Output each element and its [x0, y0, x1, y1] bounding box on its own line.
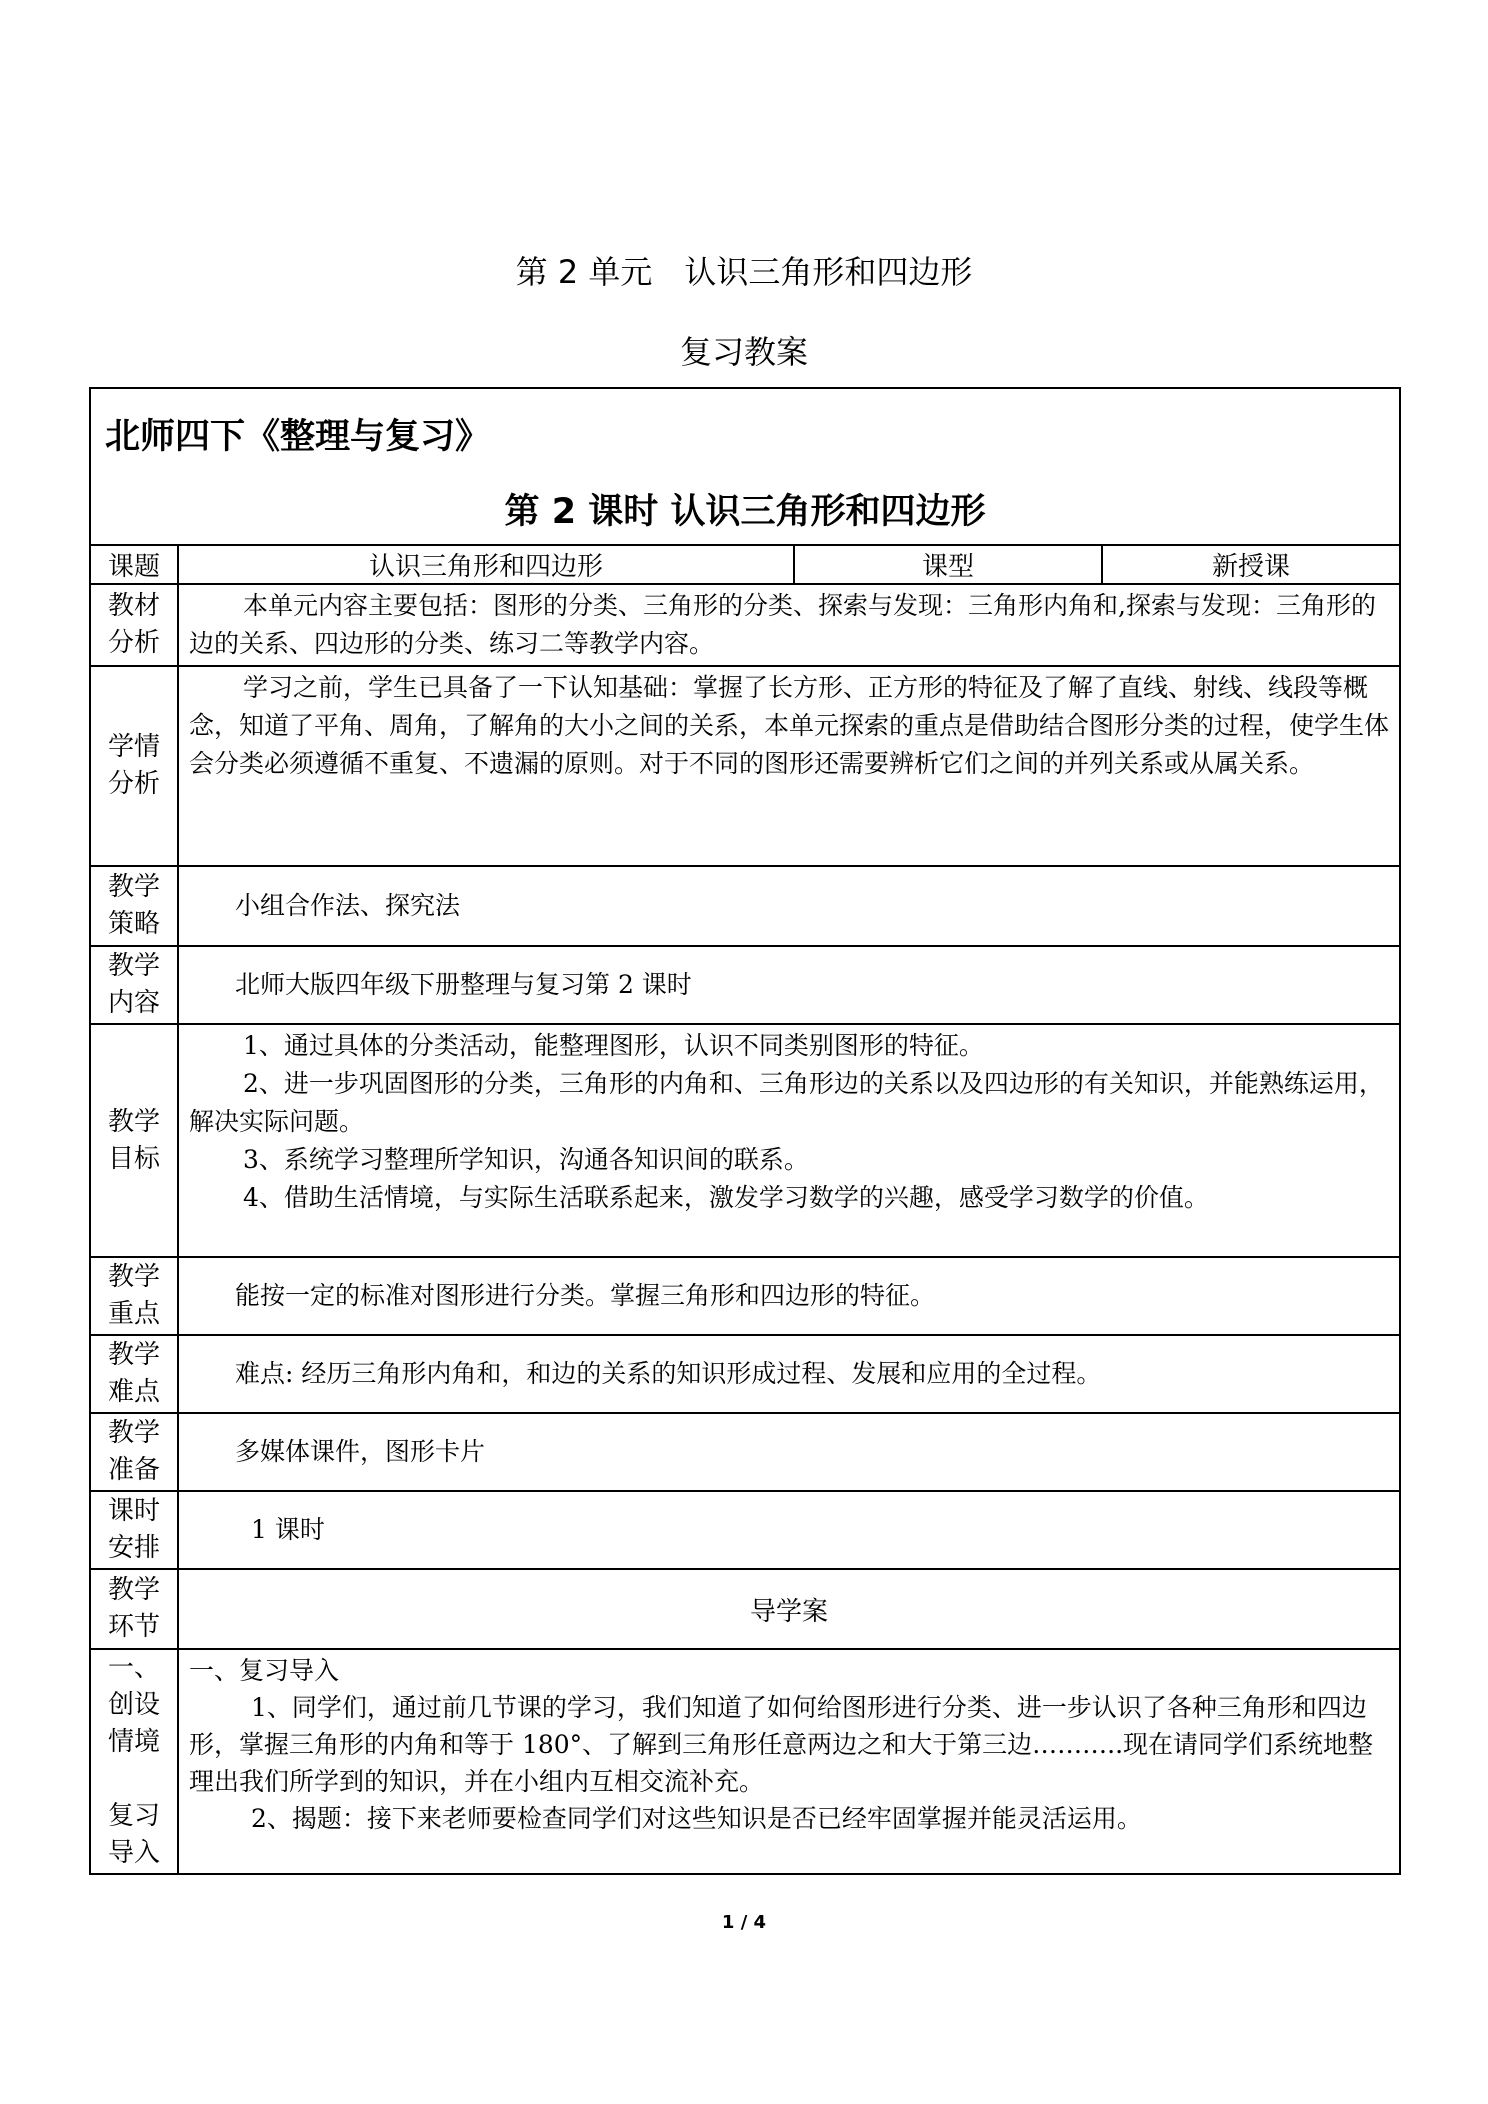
section1-heading: 一、复习导入	[189, 1656, 340, 1685]
key-points-row	[90, 1257, 1400, 1335]
schedule-row	[90, 1491, 1400, 1569]
students-text: 学习之前，学生已具备了一下认知基础：掌握了长方形、正方形的特征及了解了直线、射线、线段等概念，知道了平角、周角，了解角的大小之间的关系，本单元探索的重点是借助结合图形分类的过程，使学生体会分类必须遵循不重复、不遗漏的原则。对于不同的图形还需要辨析它们之间的并列关系或从属关系。	[178, 666, 1400, 866]
lesson-title: 第 2 课时 认识三角形和四边形	[504, 492, 986, 532]
topic-value: 认识三角形和四边形	[178, 545, 794, 584]
goals-row	[90, 1024, 1400, 1257]
students-label: 学情 分析	[90, 666, 178, 866]
goal-item: 1、通过具体的分类活动，能整理图形，认识不同类别图形的特征。	[243, 1031, 984, 1060]
key-points-label: 教学 重点	[90, 1257, 178, 1335]
material-label: 教材 分析	[90, 584, 178, 666]
info-row	[90, 545, 1400, 584]
goal-item: 4、借助生活情境，与实际生活联系起来，激发学习数学的兴趣，感受学习数学的价值。	[243, 1183, 1209, 1212]
topic-label: 课题	[90, 545, 178, 584]
section1-label: 一、 创设 情境 复习 导入	[90, 1649, 178, 1874]
content-row	[90, 946, 1400, 1024]
goals-label: 教学 目标	[90, 1024, 178, 1257]
difficulties-row	[90, 1335, 1400, 1413]
difficulties-text: 难点: 经历三角形内角和，和边的关系的知识形成过程、发展和应用的全过程。	[178, 1335, 1400, 1413]
difficulties-label: 教学 难点	[90, 1335, 178, 1413]
strategy-text: 小组合作法、探究法	[178, 866, 1400, 946]
page-indicator: 1 / 4	[721, 1912, 767, 1933]
goal-item: 2、进一步巩固图形的分类，三角形的内角和、三角形边的关系以及四边形的有关知识，并能熟练运用，解决实际问题。	[189, 1069, 1384, 1136]
steps-label: 教学 环节	[90, 1569, 178, 1649]
section1-text: 一、复习导入 1、同学们，通过前几节课的学习，我们知道了如何给图形进行分类、进一步认识了各种三角形和四边形，掌握三角形的内角和等于 180°、了解到三角形任意两边之和大于第三边………..现在请同学们系统地整理出我们所学到的知识，并在小组内互相交流补充。 2、揭题：接下来老师要检查同学们对这些知识是否已经牢固掌握并能灵活运用。	[178, 1649, 1400, 1874]
content-text: 北师大版四年级下册整理与复习第 2 课时	[178, 946, 1400, 1024]
document-title: 第 2 单元 认识三角形和四边形	[515, 253, 973, 291]
schedule-label: 课时 安排	[90, 1491, 178, 1569]
content-label: 教学 内容	[90, 946, 178, 1024]
document-subtitle: 复习教案	[679, 333, 808, 371]
type-label: 课型	[794, 545, 1102, 584]
preparation-label: 教学 准备	[90, 1413, 178, 1491]
lesson-header-cell	[90, 388, 1400, 545]
goal-item: 3、系统学习整理所学知识，沟通各知识间的联系。	[243, 1145, 809, 1174]
key-points-text: 能按一定的标准对图形进行分类。掌握三角形和四边形的特征。	[178, 1257, 1400, 1335]
lesson-plan-table	[89, 387, 1401, 1875]
preparation-row	[90, 1413, 1400, 1491]
section1-row	[90, 1649, 1400, 1874]
lesson-header-row	[90, 388, 1400, 545]
strategy-row	[90, 866, 1400, 946]
schedule-text: 1 课时	[178, 1491, 1400, 1569]
material-row	[90, 584, 1400, 666]
students-row	[90, 666, 1400, 866]
steps-text: 导学案	[178, 1569, 1400, 1649]
type-value: 新授课	[1102, 545, 1400, 584]
material-text: 本单元内容主要包括：图形的分类、三角形的分类、探索与发现：三角形内角和,探索与发现：三角形的边的关系、四边形的分类、练习二等教学内容。	[178, 584, 1400, 666]
preparation-text: 多媒体课件，图形卡片	[178, 1413, 1400, 1491]
strategy-label: 教学 策略	[90, 866, 178, 946]
goals-text	[178, 1024, 1400, 1257]
series-title: 北师四下《整理与复习》	[105, 417, 491, 457]
steps-row	[90, 1569, 1400, 1649]
